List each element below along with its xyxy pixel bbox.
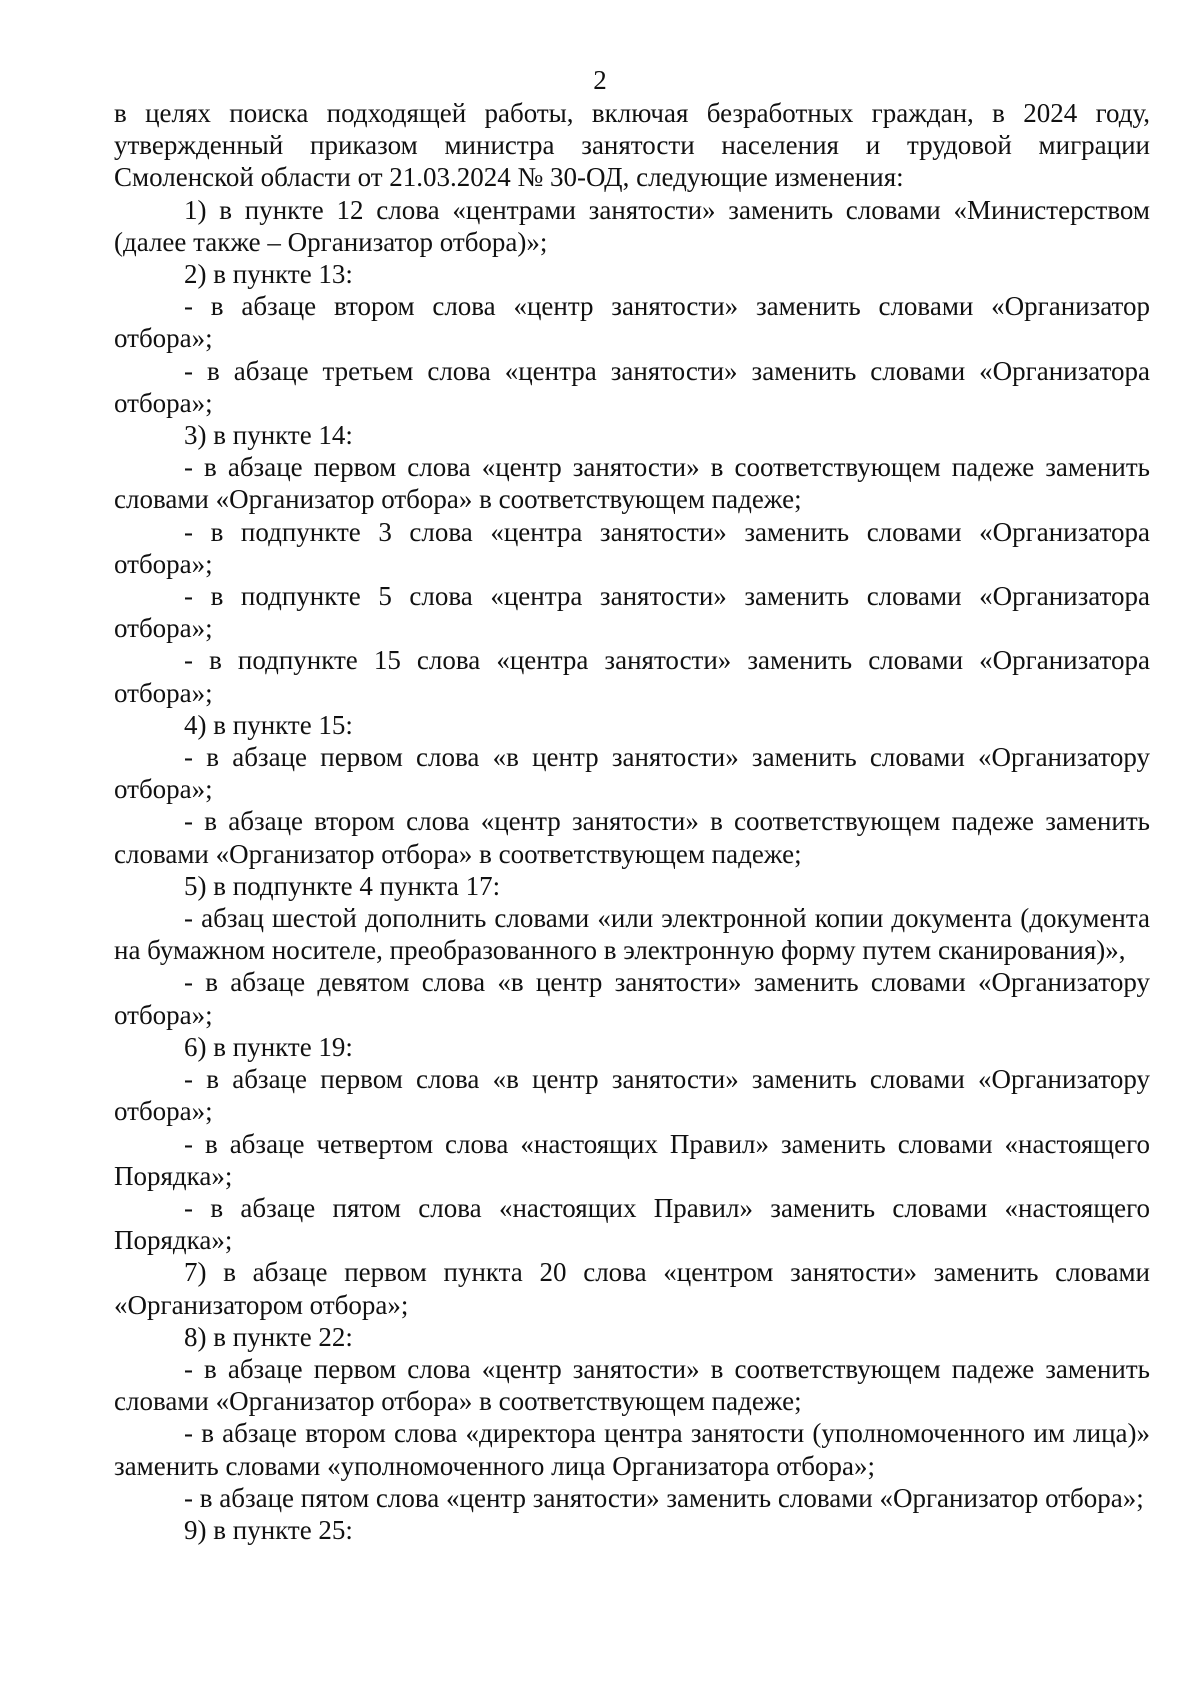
paragraph-intro: в целях поиска подходящей работы, включая безработных граждан, в 2024 году, утвержденный приказом министра занятости населения и трудовой миграции Смоленской области от 21.03.2024 № 30-ОД, следующие изменения:	[114, 98, 1150, 193]
paragraph-subitem: - в абзаце втором слова «директора центра занятости (уполномоченного им лица)» заменить словами «уполномоченного лица Организатора отбора»;	[114, 1418, 1150, 1481]
paragraph-item-8: 8) в пункте 22:	[184, 1321, 353, 1352]
paragraph-item-3: 3) в пункте 14:	[184, 420, 353, 451]
paragraph-subitem: - в абзаце третьем слова «центра занятости» заменить словами «Организатора отбора»;	[114, 355, 1150, 418]
paragraph-item-1: 1) в пункте 12 слова «центрами занятости» заменить словами «Министерством (далее также – Организатор отбора)»;	[114, 194, 1150, 257]
paragraph-subitem: - в абзаце первом слова «в центр занятости» заменить словами «Организатору отбора»;	[114, 1064, 1150, 1127]
page-number: 2	[593, 65, 607, 95]
paragraph-item-9: 9) в пункте 25:	[184, 1514, 353, 1545]
paragraph-subitem: - в подпункте 3 слова «центра занятости» заменить словами «Организатора отбора»;	[114, 516, 1150, 579]
paragraph-subitem: - в абзаце пятом слова «настоящих Правил» заменить словами «настоящего Порядка»;	[114, 1192, 1150, 1256]
paragraph-subitem: - в абзаце пятом слова «центр занятости» заменить словами «Организатор отбора»;	[184, 1482, 1144, 1513]
paragraph-item-7: 7) в абзаце первом пункта 20 слова «центром занятости» заменить словами «Организатором отбора»;	[114, 1257, 1150, 1320]
paragraph-subitem: - в абзаце первом слова «центр занятости» в соответствующем падеже заменить словами «Организатор отбора» в соответствующем падеже;	[114, 1353, 1150, 1417]
paragraph-subitem: - в абзаце втором слова «центр занятости» заменить словами «Организатор отбора»;	[114, 291, 1150, 354]
paragraph-subitem: - в подпункте 5 слова «центра занятости» заменить словами «Организатора отбора»;	[114, 581, 1150, 644]
document-body	[114, 97, 1150, 1546]
paragraph-item-5: 5) в подпункте 4 пункта 17:	[184, 870, 501, 901]
paragraph-subitem: - в абзаце девятом слова «в центр занятости» заменить словами «Организатору отбора»;	[114, 967, 1150, 1030]
paragraph-subitem: - в абзаце четвертом слова «настоящих Правил» заменить словами «настоящего Порядка»;	[114, 1128, 1150, 1191]
paragraph-item-4: 4) в пункте 15:	[184, 709, 353, 740]
paragraph-subitem: - в абзаце первом слова «в центр занятости» заменить словами «Организатору отбора»;	[114, 742, 1150, 805]
paragraph-subitem: - в абзаце первом слова «центр занятости» в соответствующем падеже заменить словами «Организатор отбора» в соответствующем падеже;	[114, 452, 1150, 515]
paragraph-subitem: - в подпункте 15 слова «центра занятости» заменить словами «Организатора отбора»;	[114, 645, 1150, 708]
paragraph-subitem: - абзац шестой дополнить словами «или электронной копии документа (документа на бумажном носителе, преобразованного в электронную форму путем сканирования)»,	[114, 903, 1150, 966]
paragraph-item-6: 6) в пункте 19:	[184, 1031, 353, 1062]
paragraph-subitem: - в абзаце втором слова «центр занятости» в соответствующем падеже заменить словами «Организатор отбора» в соответствующем падеже;	[114, 806, 1150, 869]
paragraph-item-2: 2) в пункте 13:	[184, 259, 353, 290]
